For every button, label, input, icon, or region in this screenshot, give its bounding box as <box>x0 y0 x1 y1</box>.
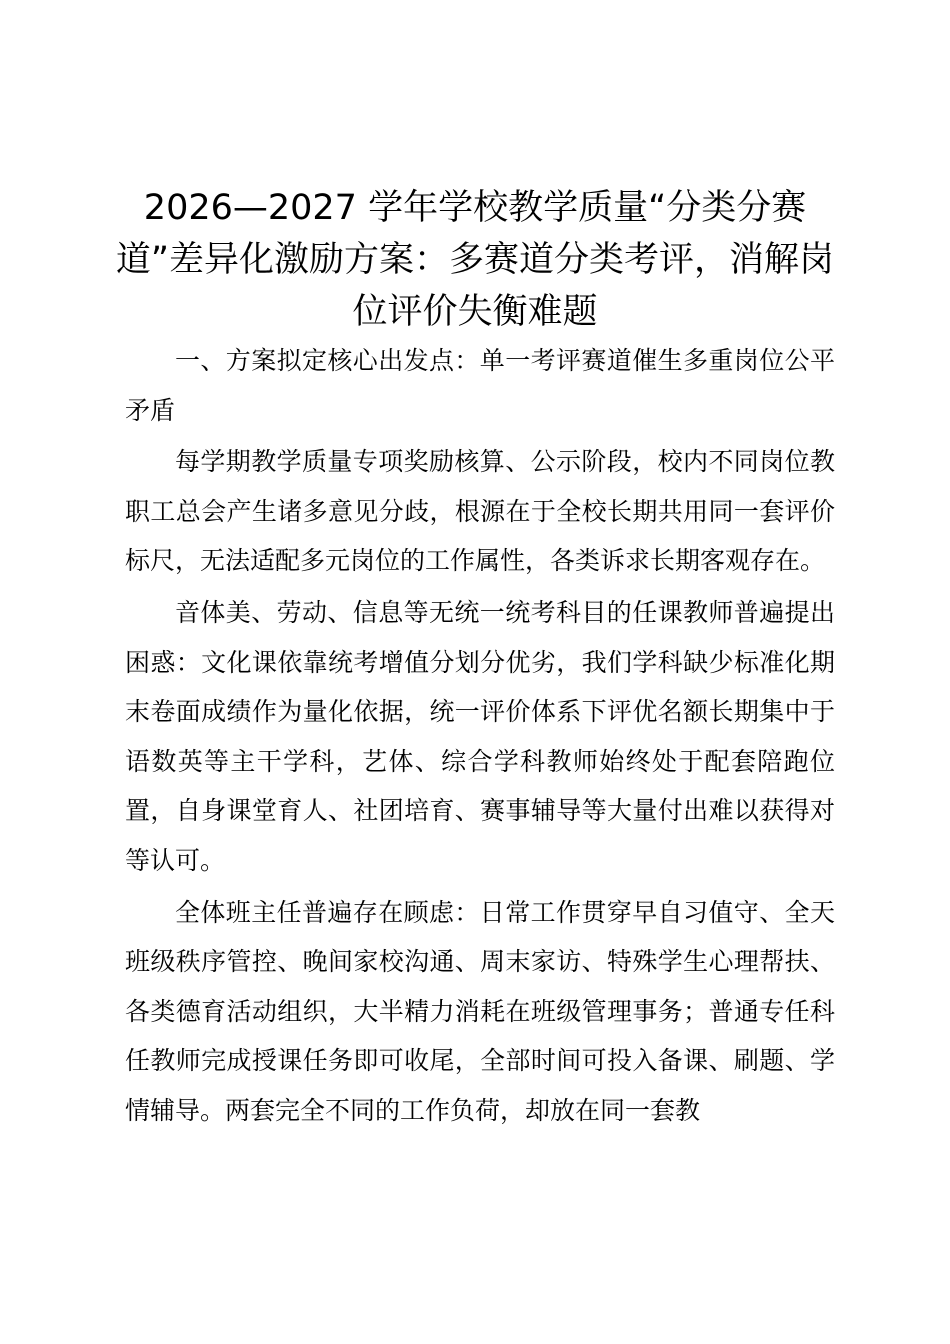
section-heading: 一、方案拟定核心出发点：单一考评赛道催生多重岗位公平矛盾 <box>125 346 835 425</box>
document-body <box>125 336 835 1138</box>
paragraph: 全体班主任普遍存在顾虑：日常工作贯穿早自习值守、全天班级秩序管控、晚间家校沟通、周末家访、特殊学生心理帮扶、各类德育活动组织，大半精力消耗在班级管理事务；普通专任科任教师完成授课任务即可收尾，全部时间可投入备课、刷题、学情辅导。两套完全不同的工作负荷，却放在同一套教 <box>125 897 835 1125</box>
paragraph: 每学期教学质量专项奖励核算、公示阶段，校内不同岗位教职工总会产生诸多意见分歧，根源在于全校长期共用同一套评价标尺，无法适配多元岗位的工作属性，各类诉求长期客观存在。 <box>125 447 835 576</box>
paragraph: 音体美、劳动、信息等无统一统考科目的任课教师普遍提出困惑：文化课依靠统考增值分划分优劣，我们学科缺少标准化期末卷面成绩作为量化依据，统一评价体系下评优名额长期集中于语数英等主干学科，艺体、综合学科教师始终处于配套陪跑位置，自身课堂育人、社团培育、赛事辅导等大量付出难以获得对等认可。 <box>125 597 835 875</box>
document-title: 2026—2027 学年学校教学质量“分类分赛道”差异化激励方案：多赛道分类考评，消解岗位评价失衡难题 <box>115 188 835 332</box>
